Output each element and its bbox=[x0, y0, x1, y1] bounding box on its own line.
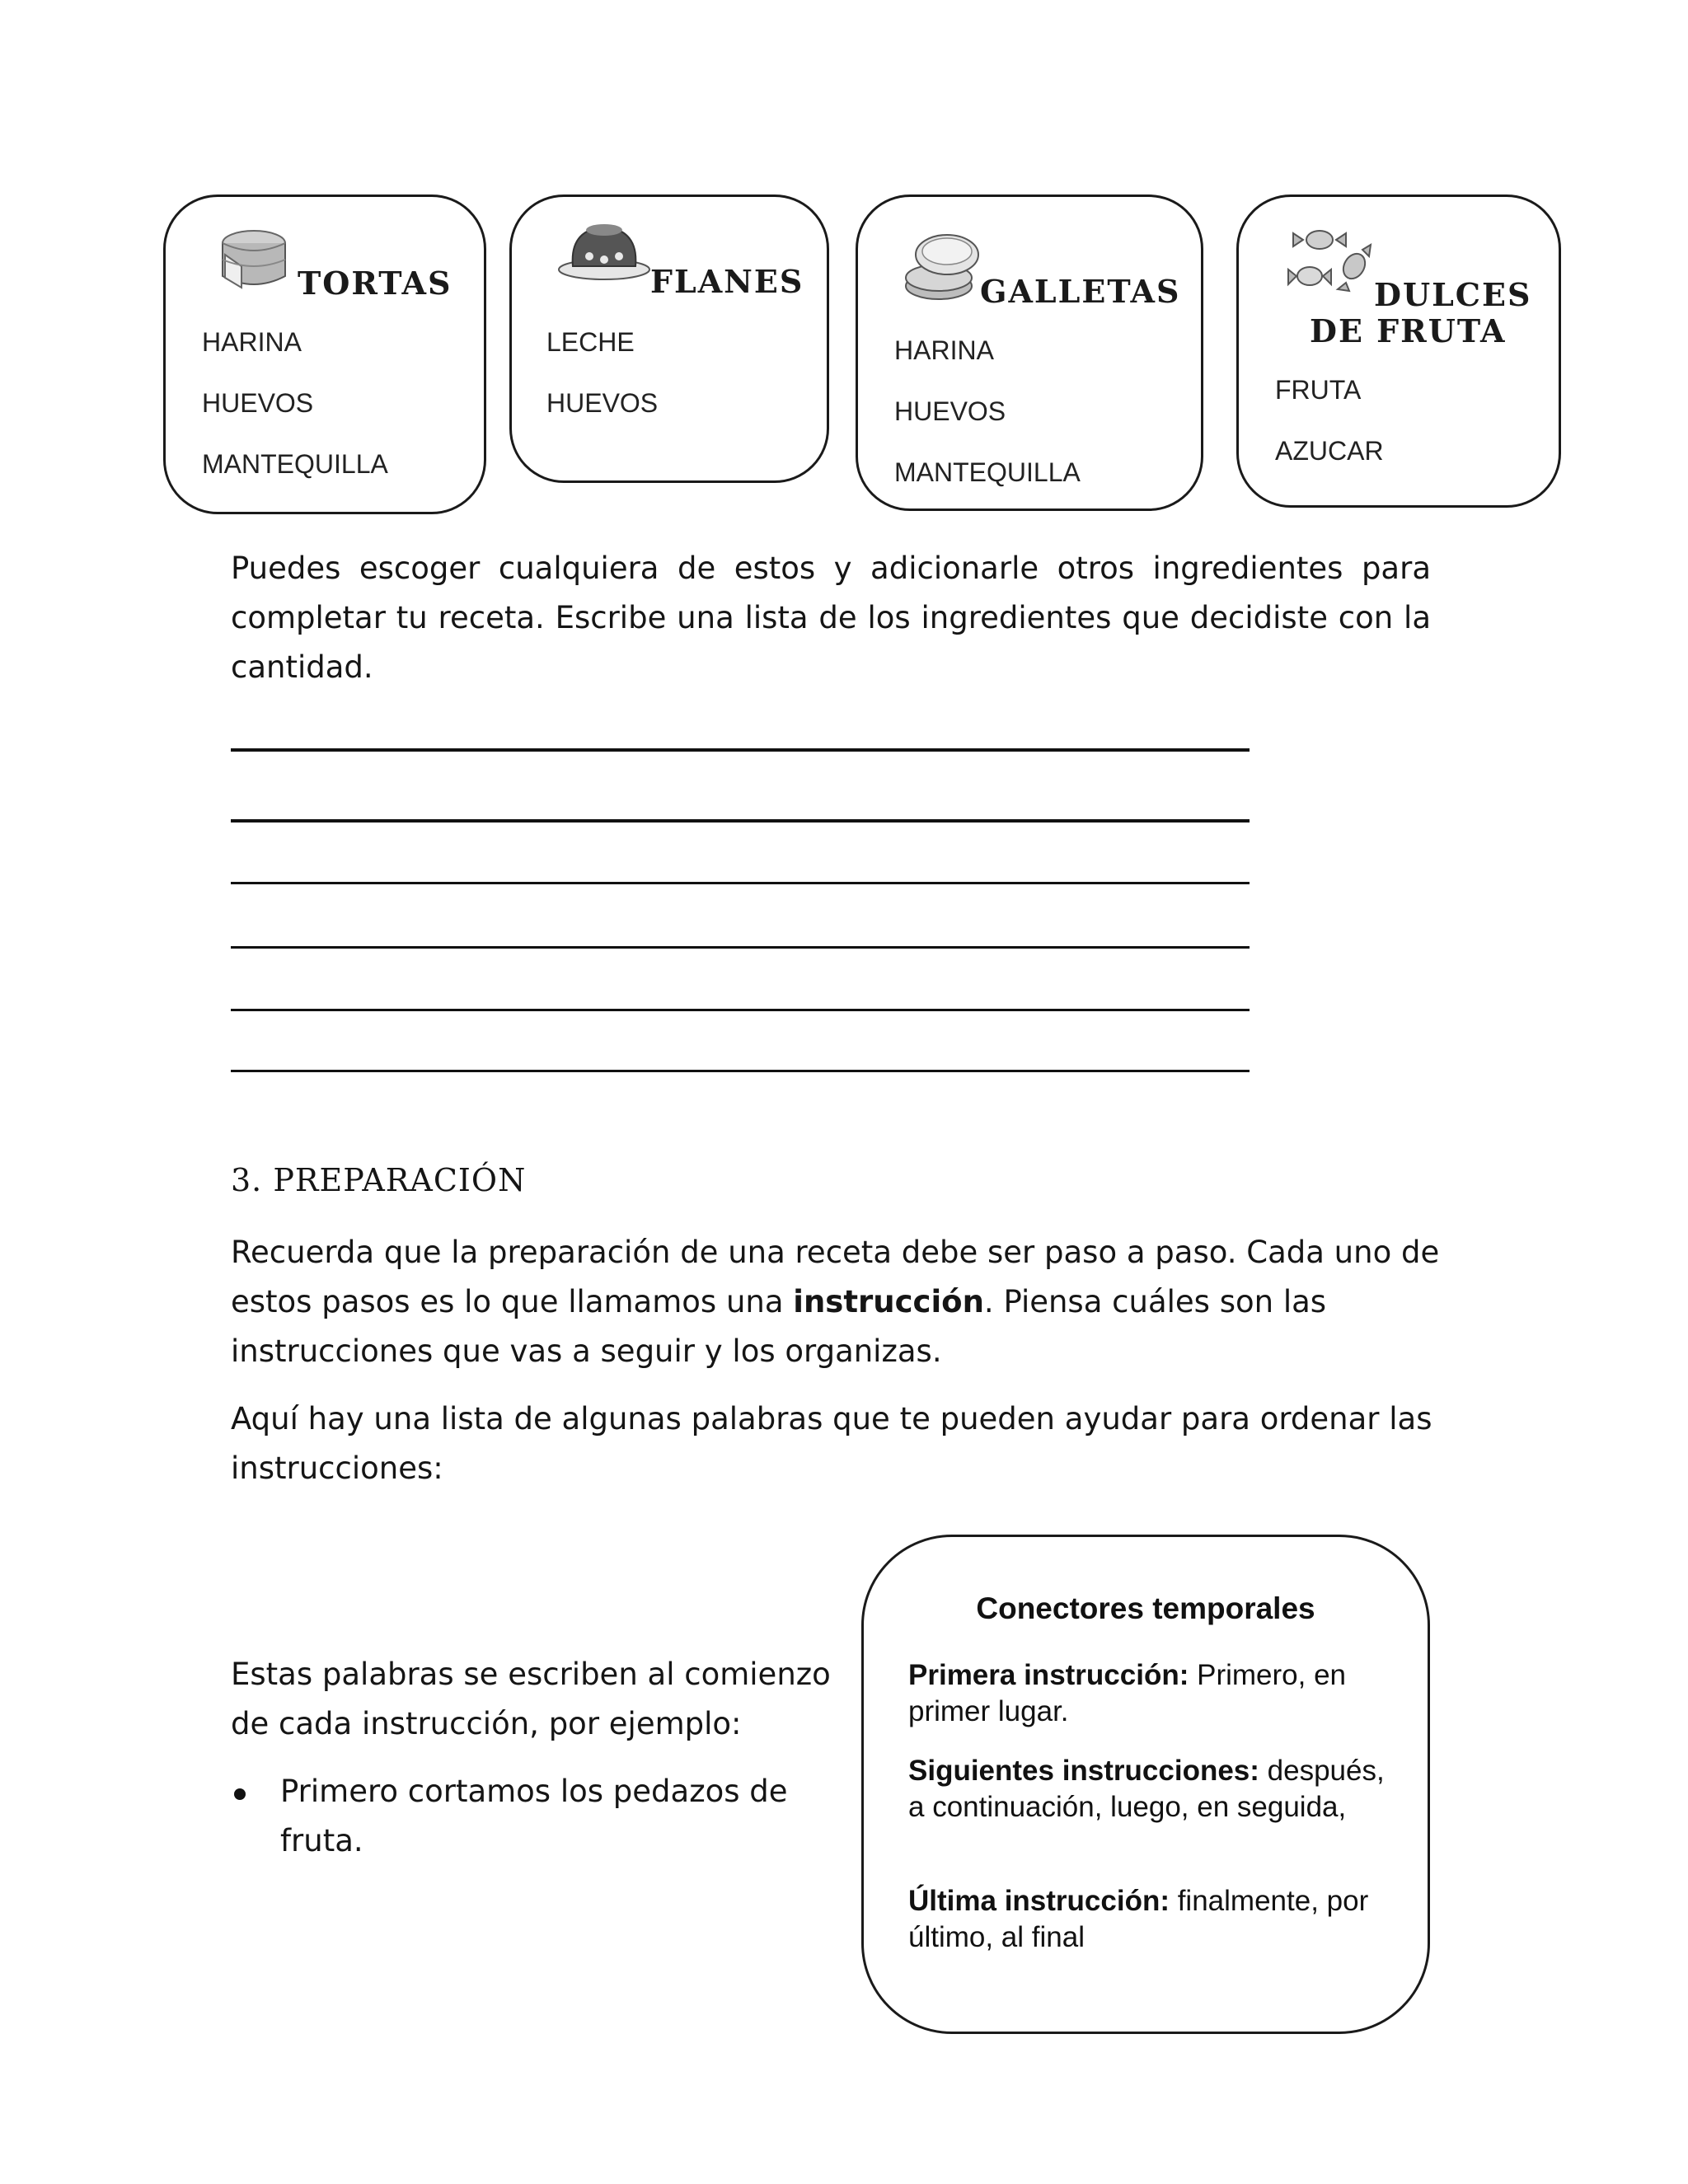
intro-paragraph: Puedes escoger cualquiera de estos y adicionarle otros ingredientes para completar tu receta. Escribe una lista de los ingredientes que decidiste con la cantidad. bbox=[231, 551, 1431, 685]
ingredient-item: AZUCAR bbox=[1275, 436, 1384, 466]
section-heading: 3. PREPARACIÓN bbox=[231, 1162, 527, 1198]
connector-next bbox=[908, 1753, 1403, 1825]
card-title-line2: DE FRUTA bbox=[1310, 312, 1507, 349]
ingredient-item: HUEVOS bbox=[894, 396, 1006, 426]
writing-line[interactable] bbox=[231, 946, 1250, 949]
ingredient-item: LECHE bbox=[546, 327, 635, 357]
connector-label: Última instrucción: bbox=[908, 1885, 1170, 1917]
connector-text: finalmente, por último, al final bbox=[908, 1885, 1369, 1953]
flan-icon bbox=[555, 215, 654, 284]
connector-label: Primera instrucción: bbox=[908, 1659, 1189, 1691]
writing-line[interactable] bbox=[231, 882, 1250, 884]
card-title: TORTAS bbox=[298, 265, 452, 302]
ingredient-item: MANTEQUILLA bbox=[202, 449, 388, 479]
recipe-card-tortas bbox=[163, 194, 486, 514]
ingredient-item: HUEVOS bbox=[546, 388, 659, 418]
prep-text-bold: instrucción bbox=[793, 1284, 984, 1319]
connector-first bbox=[908, 1657, 1403, 1730]
list-intro-paragraph: Aquí hay una lista de algunas palabras que te pueden ayudar para ordenar las instrucciones: bbox=[231, 1401, 1432, 1486]
ingredient-item: HARINA bbox=[894, 335, 994, 365]
cookies-icon bbox=[903, 227, 983, 306]
ingredient-item: HUEVOS bbox=[202, 388, 314, 418]
card-title: FLANES bbox=[650, 263, 804, 300]
cake-icon bbox=[217, 222, 291, 298]
example-paragraph: Estas palabras se escriben al comienzo de cada instrucción, por ejemplo: bbox=[231, 1657, 831, 1741]
ingredient-item: FRUTA bbox=[1275, 375, 1362, 405]
ingredient-item: MANTEQUILLA bbox=[894, 457, 1081, 487]
connectors-box bbox=[861, 1535, 1430, 2034]
writing-line[interactable] bbox=[231, 1009, 1250, 1011]
prep-text-after: . Piensa cuáles son las instrucciones que vas a seguir y los organizas. bbox=[231, 1284, 1327, 1369]
writing-line[interactable] bbox=[231, 819, 1250, 823]
connector-text: después, a continuación, luego, en seguida, bbox=[908, 1755, 1385, 1823]
connector-last bbox=[908, 1883, 1403, 1956]
recipe-card-flanes bbox=[509, 194, 829, 483]
bullet-dot bbox=[234, 1788, 246, 1800]
recipe-card-galletas bbox=[856, 194, 1203, 511]
writing-line[interactable] bbox=[231, 748, 1250, 752]
candy-icon bbox=[1287, 222, 1377, 301]
connector-text: Primero, en primer lugar. bbox=[908, 1659, 1347, 1727]
card-title: DULCES bbox=[1374, 276, 1532, 313]
prep-paragraph bbox=[231, 1228, 1442, 1376]
example-bullet: Primero cortamos los pedazos de fruta. bbox=[280, 1774, 788, 1858]
card-title: GALLETAS bbox=[980, 273, 1181, 310]
ingredient-item: HARINA bbox=[202, 327, 302, 357]
connector-label: Siguientes instrucciones: bbox=[908, 1755, 1259, 1787]
writing-line[interactable] bbox=[231, 1070, 1250, 1072]
connectors-title: Conectores temporales bbox=[976, 1591, 1315, 1625]
prep-text-before: Recuerda que la preparación de una receta debe ser paso a paso. Cada uno de estos pasos es lo que llamamos una bbox=[231, 1235, 1440, 1319]
recipe-card-dulces-de-fruta bbox=[1236, 194, 1561, 508]
